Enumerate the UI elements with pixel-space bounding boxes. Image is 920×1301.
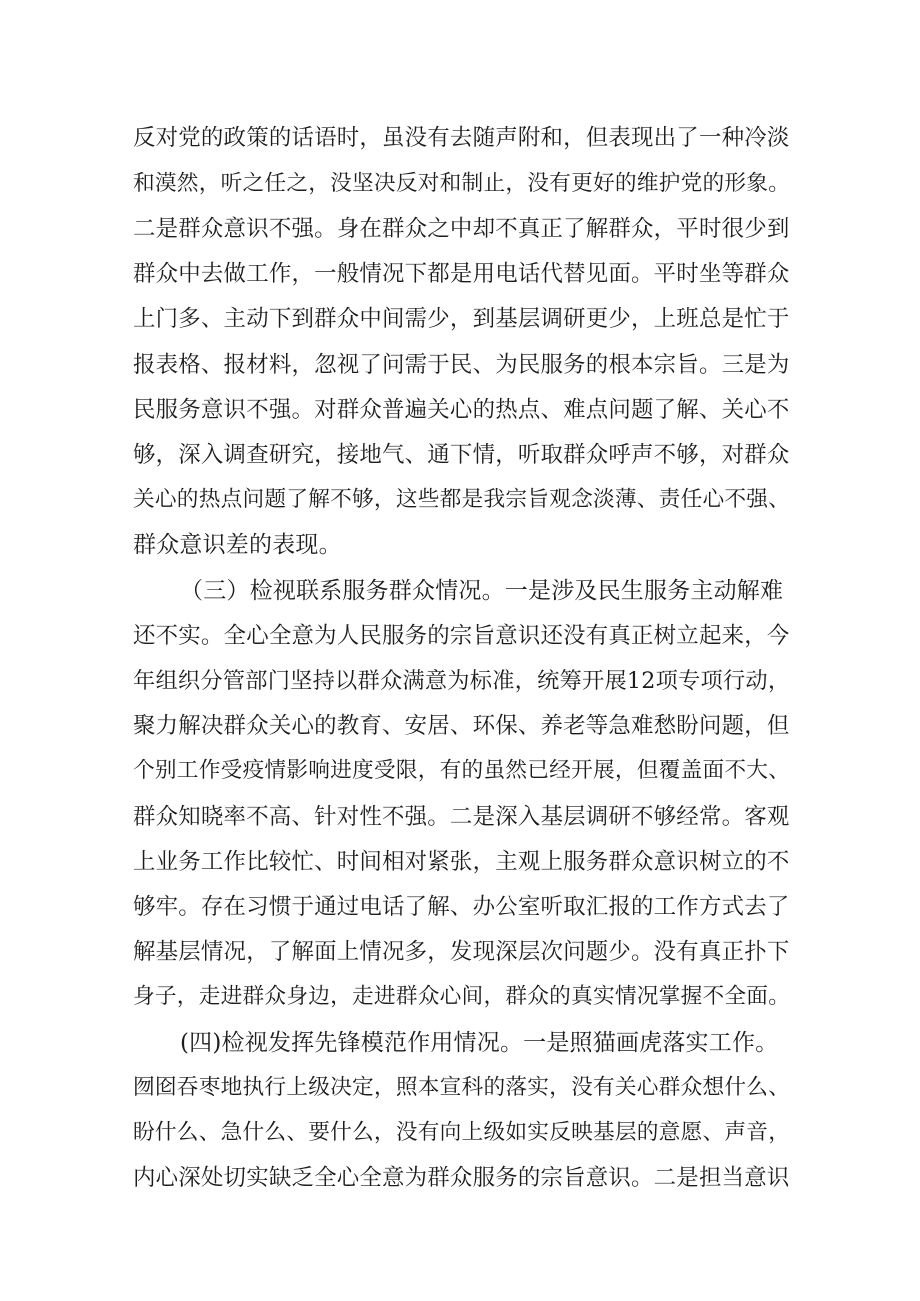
text-line: 还不实。全心全意为人民服务的宗旨意识还没有真正树立起来，今 bbox=[133, 623, 790, 649]
paragraph-heading-line: (四)检视发挥先锋模范作用情况。一是照猫画虎落实工作。 bbox=[180, 1030, 779, 1056]
text-line: 上业务工作比较忙、时间相对紧张，主观上服务群众意识树立的不 bbox=[133, 849, 790, 875]
paragraph-heading-line: （三）检视联系服务群众情况。一是涉及民生服务主动解难 bbox=[180, 578, 784, 604]
text-line: 身子，走进群众身边，走进群众心间，群众的真实情况掌握不全面。 bbox=[133, 984, 791, 1009]
text-line: 和漠然，听之任之，没坚决反对和制止，没有更好的维护党的形象。 bbox=[133, 171, 791, 196]
text-line: 聚力解决群众关心的教育、安居、环保、养老等急难愁盼问题，但 bbox=[133, 713, 790, 739]
text-line: 群众意识差的表现。 bbox=[133, 532, 342, 558]
text-line: 二是群众意识不强。身在群众之中却不真正了解群众，平时很少到 bbox=[133, 216, 790, 242]
text-line: 民服务意识不强。对群众普遍关心的热点、难点问题了解、关心不 bbox=[133, 397, 790, 423]
text-line: 群众中去做工作，一般情况下都是用电话代替见面。平时坐等群众 bbox=[133, 261, 790, 287]
text-line: 解基层情况，了解面上情况多，发现深层次问题少。没有真正扑下 bbox=[133, 939, 790, 965]
text-line: 够，深入调查研究，接地气、通下情，听取群众呼声不够，对群众 bbox=[133, 442, 790, 468]
text-line: 盼什么、急什么、要什么，没有向上级如实反映基层的意愿、声音， bbox=[133, 1120, 791, 1145]
text-line: 囫囵吞枣地执行上级决定，照本宣科的落实，没有关心群众想什么、 bbox=[133, 1075, 791, 1100]
text-line: 群众知晓率不高、针对性不强。二是深入基层调研不够经常。客观 bbox=[133, 804, 790, 830]
text-line: 反对党的政策的话语时，虽没有去随声附和，但表现出了一种冷淡 bbox=[133, 125, 790, 151]
text-line: 内心深处切实缺乏全心全意为群众服务的宗旨意识。二是担当意识 bbox=[133, 1165, 790, 1191]
text-line: 关心的热点问题了解不够，这些都是我宗旨观念淡薄、责任心不强、 bbox=[133, 487, 791, 512]
text-line: 上门多、主动下到群众中间需少，到基层调研更少，上班总是忙于 bbox=[133, 306, 790, 332]
text-line: 够牢。存在习惯于通过电话了解、办公室听取汇报的工作方式去了 bbox=[133, 894, 790, 920]
text-line: 报表格、报材料，忽视了问需于民、为民服务的根本宗旨。三是为 bbox=[133, 352, 790, 378]
text-line: 年组织分管部门坚持以群众满意为标准，统筹开展12项专项行动， bbox=[133, 668, 791, 694]
text-line: 个别工作受疫情影响进度受限，有的虽然已经开展，但覆盖面不大、 bbox=[133, 758, 791, 783]
